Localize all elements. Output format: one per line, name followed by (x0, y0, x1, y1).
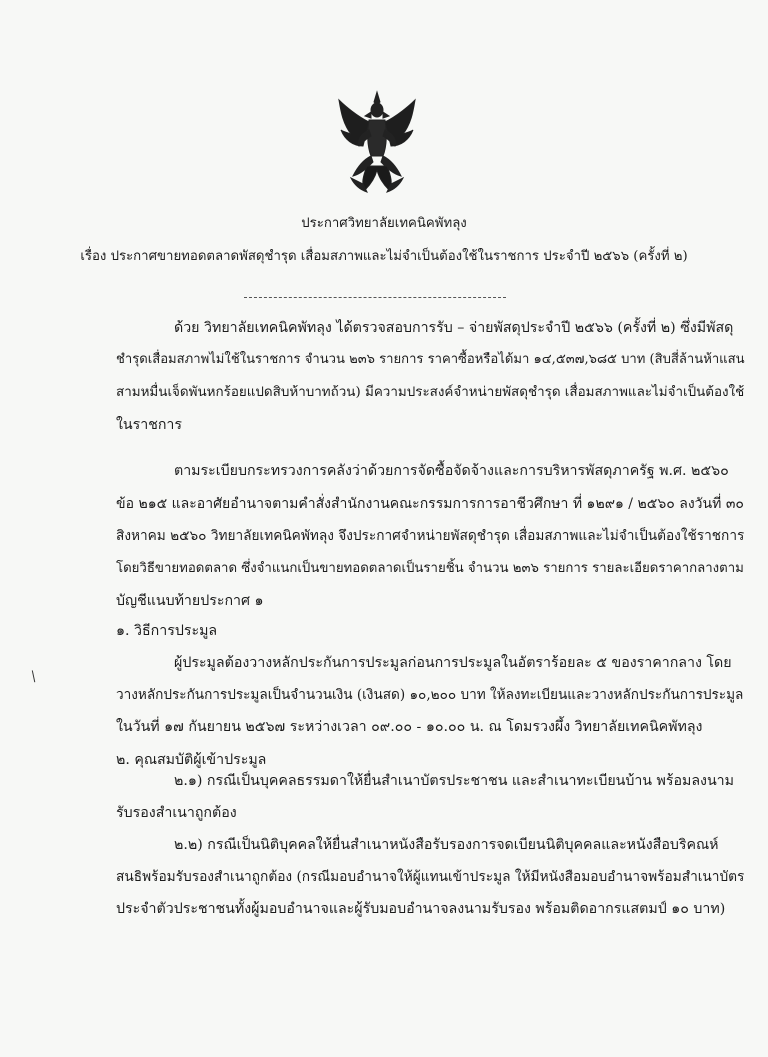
section2-line: สนธิพร้อมรับรองสำเนาถูกต้อง (กรณีมอบอำนาจให้ผู้แทนเข้าประมูล ให้มีหนังสือมอบอำนาจพร้อมสำเนาบัตร (116, 869, 745, 885)
para2-line: ตามระเบียบกระทรวงการคลังว่าด้วยการจัดซื้อจัดจ้างและการบริหารพัสดุภาครัฐ พ.ศ. ๒๕๖๐ (174, 463, 729, 479)
section1-line: ในวันที่ ๑๗ กันยายน ๒๕๖๗ ระหว่างเวลา ๐๙.๐๐ - ๑๐.๐๐ น. ณ โดมรวงผึ้ง วิทยาลัยเทคนิคพัทลุง (116, 719, 703, 735)
para2-line: สิงหาคม ๒๕๖๐ วิทยาลัยเทคนิคพัทลุง จึงประกาศจำหน่ายพัสดุชำรุด เสื่อมสภาพและไม่จำเป็นต้องใช้ราชการ (116, 528, 745, 544)
section2-heading: ๒. คุณสมบัติผู้เข้าประมูล (116, 752, 267, 768)
para2-line: บัญชีแนบท้ายประกาศ ๑ (116, 593, 264, 609)
section1-line: ผู้ประมูลต้องวางหลักประกันการประมูลก่อนการประมูลในอัตราร้อยละ ๕ ของราคากลาง โดย (174, 655, 732, 671)
garuda-emblem (331, 90, 423, 194)
section2-line: ๒.๑) กรณีเป็นบุคคลธรรมดาให้ยื่นสำเนาบัตรประชาชน และสำเนาทะเบียนบ้าน พร้อมลงนาม (174, 773, 735, 789)
section2-line: ประจำตัวประชาชนทั้งผู้มอบอำนาจและผู้รับมอบอำนาจลงนามรับรอง พร้อมติดอากรแสตมป์ ๑๐ บาท) (116, 901, 726, 917)
section1-heading: ๑. วิธีการประมูล (116, 623, 218, 639)
para2-line: โดยวิธีขายทอดตลาด ซึ่งจำแนกเป็นขายทอดตลาดเป็นรายชิ้น จำนวน ๒๓๖ รายการ รายละเอียดราคากลางตาม (116, 561, 744, 576)
section2-line: รับรองสำเนาถูกต้อง (116, 805, 237, 821)
para1-line: ในราชการ (116, 417, 183, 433)
title-divider (244, 297, 506, 298)
section2-line: ๒.๒) กรณีเป็นนิติบุคคลให้ยื่นสำเนาหนังสือรับรองการจดเบียนนิติบุคคลและหนังสือบริคณห์ (174, 837, 719, 853)
margin-mark (32, 670, 38, 683)
para1-line: สามหมื่นเจ็ดพันหกร้อยแปดสิบห้าบาทถ้วน) มีความประสงค์จำหน่ายพัสดุชำรุด เสื่อมสภาพและไม่จำเป็นต้องใช้ (116, 385, 745, 400)
para2-line: ข้อ ๒๑๕ และอาศัยอำนาจตามคำสั่งสำนักงานคณะกรรมการการอาชีวศึกษา ที่ ๑๒๙๑ / ๒๕๖๐ ลงวันที่ ๓๐ (116, 496, 744, 512)
para1-line: ชำรุดเสื่อมสภาพไม่ใช้ในราชการ จำนวน ๒๓๖ รายการ ราคาซื้อหรือได้มา ๑๔,๕๓๗,๖๘๕ บาท (สิบสี่ล้านห้าแสน (116, 352, 745, 367)
section1-line: วางหลักประกันการประมูลเป็นจำนวนเงิน (เงินสด) ๑๐,๒๐๐ บาท ให้ลงทะเบียนและวางหลักประกันการประมูล (116, 687, 744, 703)
para1-line: ด้วย วิทยาลัยเทคนิคพัทลุง ได้ตรวจสอบการรับ – จ่ายพัสดุประจำปี ๒๕๖๖ (ครั้งที่ ๒) ซึ่งมีพัสดุ (174, 320, 734, 336)
office-title: ประกาศวิทยาลัยเทคนิคพัทลุง (301, 216, 467, 231)
announcement-subject: เรื่อง ประกาศขายทอดตลาดพัสดุชำรุด เสื่อมสภาพและไม่จำเป็นต้องใช้ในราชการ ประจำปี ๒๕๖๖ (ครั้งที่ ๒) (80, 249, 688, 264)
